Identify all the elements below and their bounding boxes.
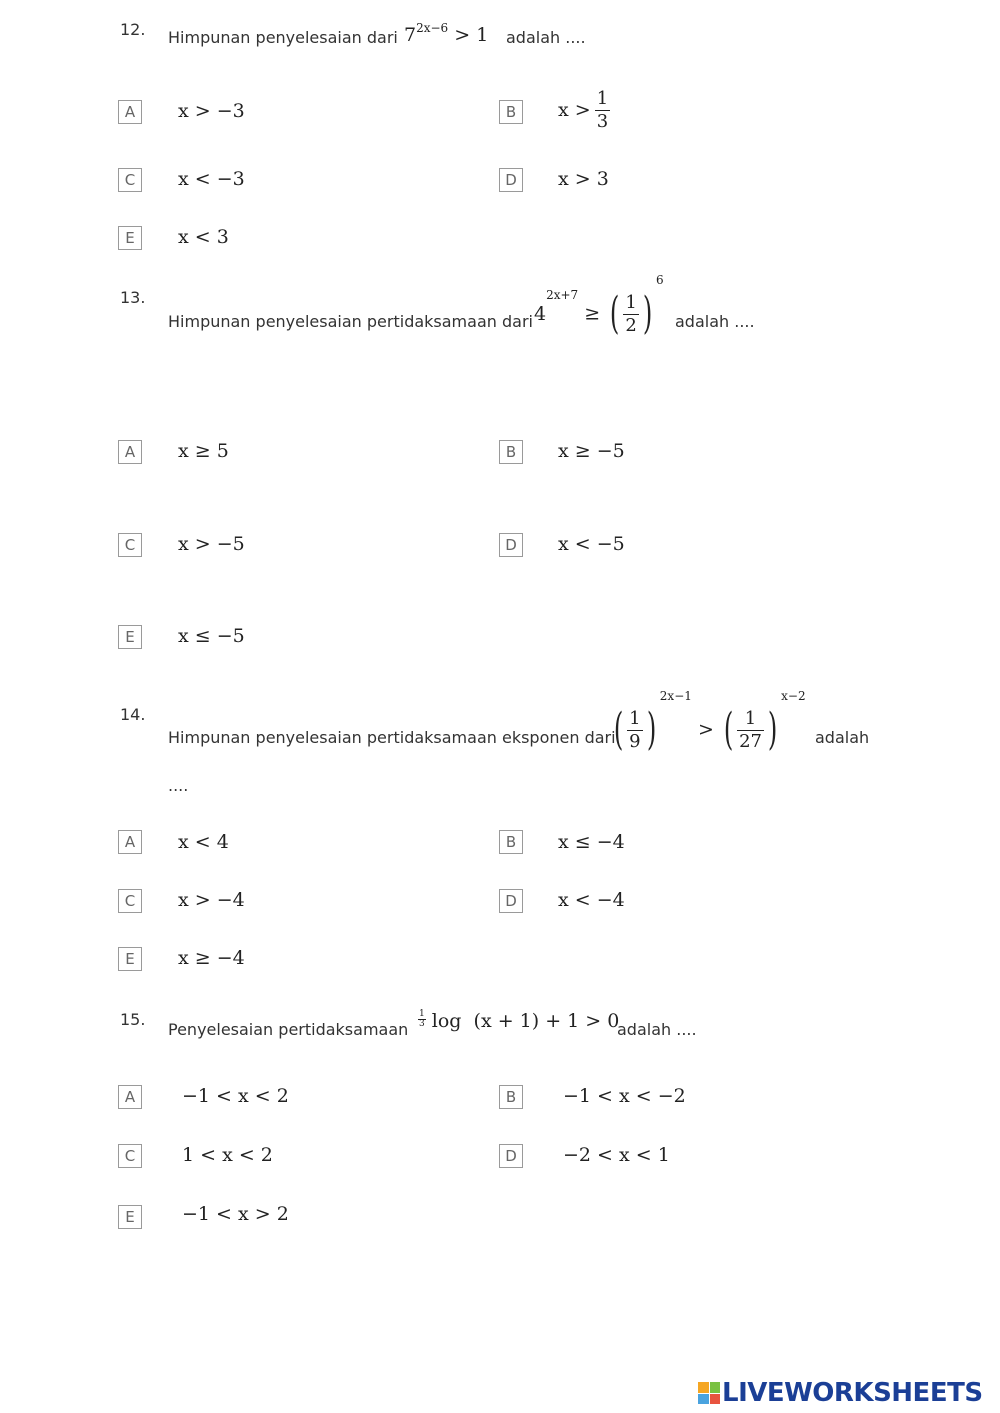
option-13-b: x ≥ −5 — [558, 440, 625, 462]
question-15-expression: $\frac{1}{3}$ log (x + 1) + 1 > 0 — [419, 1009, 620, 1032]
option-box-12-d[interactable]: D — [499, 168, 523, 192]
option-14-c: x > −4 — [178, 889, 245, 911]
option-13-d: x < −5 — [558, 533, 625, 555]
question-14-suffix: adalah — [815, 728, 870, 747]
option-box-14-e[interactable]: E — [118, 947, 142, 971]
option-box-12-b[interactable]: B — [499, 100, 523, 124]
option-box-15-e[interactable]: E — [118, 1205, 142, 1229]
liveworksheets-logo-text: LIVEWORKSHEETS — [722, 1378, 983, 1408]
option-13-c: x > −5 — [178, 533, 245, 555]
option-12-c: x < −3 — [178, 168, 245, 190]
option-14-e: x ≥ −4 — [178, 947, 245, 969]
option-12-d: x > 3 — [558, 168, 609, 190]
question-14-text: Himpunan penyelesaian pertidaksamaan eksponen dari — [168, 728, 616, 747]
option-box-14-c[interactable]: C — [118, 889, 142, 913]
option-13-e: x ≤ −5 — [178, 625, 245, 647]
option-12-b: x > $\frac{1}{3}$ — [558, 88, 609, 132]
question-15-text: Penyelesaian pertidaksamaan — [168, 1020, 409, 1039]
liveworksheets-logo-icon — [698, 1382, 720, 1404]
question-15-number: 15. — [120, 1010, 146, 1029]
question-14-tail: .... — [168, 776, 189, 795]
question-15-suffix: adalah .... — [617, 1020, 697, 1039]
option-12-a: x > −3 — [178, 100, 245, 122]
question-12-text: Himpunan penyelesaian dari — [168, 28, 398, 47]
option-box-13-c[interactable]: C — [118, 533, 142, 557]
option-box-13-a[interactable]: A — [118, 440, 142, 464]
question-13-suffix: adalah .... — [675, 312, 755, 331]
option-box-12-c[interactable]: C — [118, 168, 142, 192]
option-15-c: 1 < x < 2 — [182, 1144, 273, 1166]
option-box-14-b[interactable]: B — [499, 830, 523, 854]
liveworksheets-logo[interactable] — [698, 1378, 983, 1408]
question-13-expression: $4^{2x+7}$ ≥ ( $\frac{1}{2}$ )$^6$ — [534, 273, 664, 339]
option-13-a: x ≥ 5 — [178, 440, 229, 462]
option-box-15-b[interactable]: B — [499, 1085, 523, 1109]
option-box-15-d[interactable]: D — [499, 1144, 523, 1168]
question-12-number: 12. — [120, 20, 146, 39]
option-15-e: −1 < x > 2 — [182, 1203, 289, 1225]
question-13-number: 13. — [120, 288, 146, 307]
option-box-13-b[interactable]: B — [499, 440, 523, 464]
option-box-13-e[interactable]: E — [118, 625, 142, 649]
option-box-15-c[interactable]: C — [118, 1144, 142, 1168]
question-14-number: 14. — [120, 705, 146, 724]
option-14-b: x ≤ −4 — [558, 831, 625, 853]
option-box-13-d[interactable]: D — [499, 533, 523, 557]
option-box-14-d[interactable]: D — [499, 889, 523, 913]
option-box-14-a[interactable]: A — [118, 830, 142, 854]
question-13-text: Himpunan penyelesaian pertidaksamaan dari — [168, 312, 533, 331]
option-14-a: x < 4 — [178, 831, 229, 853]
option-box-12-a[interactable]: A — [118, 100, 142, 124]
option-15-b: −1 < x < −2 — [563, 1085, 686, 1107]
question-12-suffix: adalah .... — [506, 28, 586, 47]
question-12-expression: $7^{2x-6} > 1$ — [404, 21, 489, 46]
option-15-a: −1 < x < 2 — [182, 1085, 289, 1107]
option-12-e: x < 3 — [178, 226, 229, 248]
question-14-expression: ( $\frac{1}{9}$ )$^{2x-1}$ > ( $\frac{1}{27}$ )$^{x-2}$ — [613, 689, 806, 755]
option-box-12-e[interactable]: E — [118, 226, 142, 250]
option-14-d: x < −4 — [558, 889, 625, 911]
option-box-15-a[interactable]: A — [118, 1085, 142, 1109]
option-15-d: −2 < x < 1 — [563, 1144, 670, 1166]
